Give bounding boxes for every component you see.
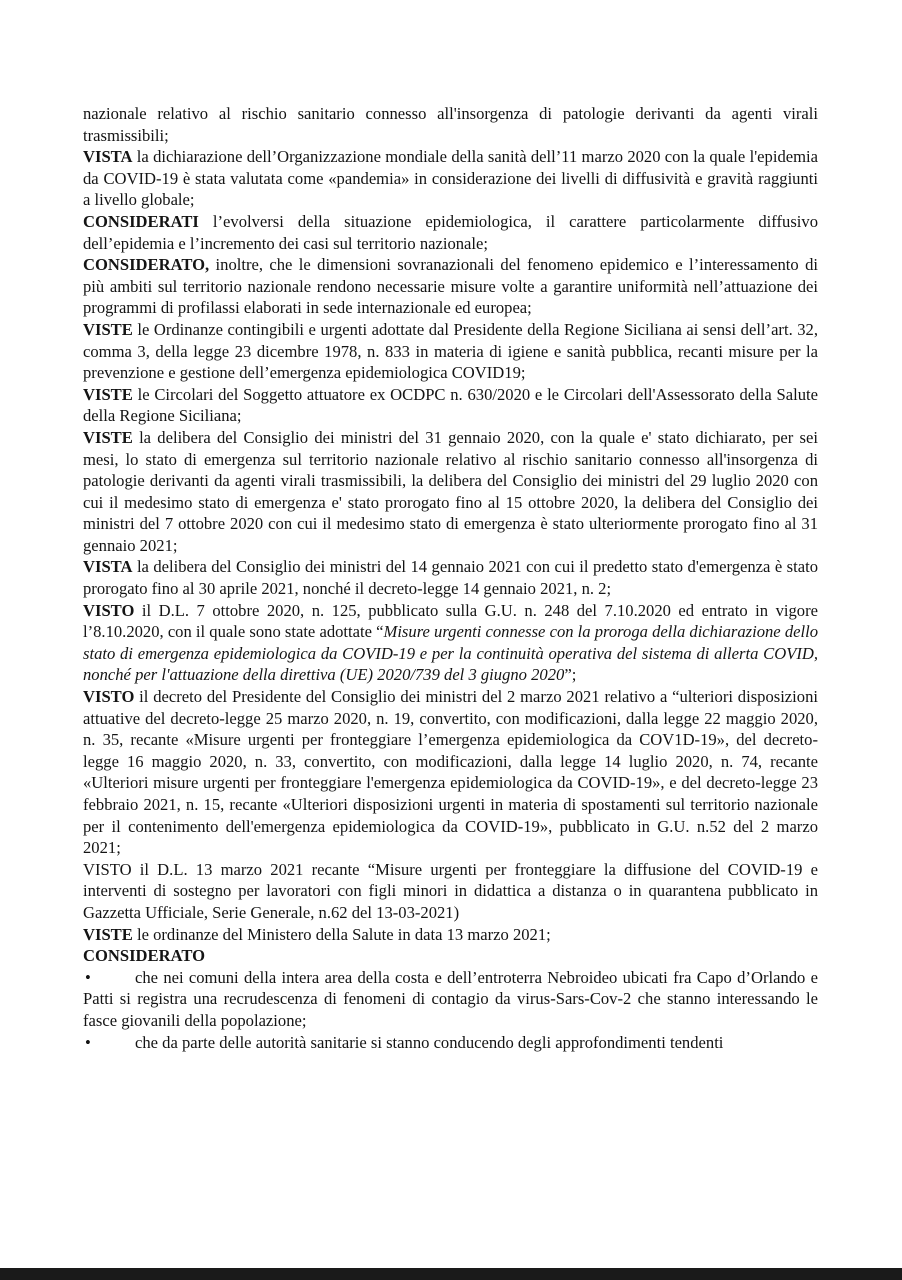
italic-quote: Misure urgenti connesse con la proroga della dichiarazione dello stato di emergenza epidemiologica da COVID-19 e per la continuità operativa del sistema di allerta COVID, nonché per l'attuazione della direttiva (UE) 2020/739 del 3 giugno 2020 xyxy=(83,622,818,685)
bold-keyword: VISTE xyxy=(83,427,133,447)
paragraph xyxy=(83,254,818,319)
paragraph-text: l’evolversi della situazione epidemiologica, il carattere particolarmente diffusivo dell’epidemia e l’incremento dei casi sul territorio nazionale; xyxy=(83,211,818,253)
bullet-text: che da parte delle autorità sanitarie si stanno conducendo degli approfondimenti tendenti xyxy=(135,1032,724,1052)
paragraph-text: il D.L. 7 ottobre 2020, n. 125, pubblicato sulla G.U. n. 248 del 7.10.2020 ed entrato in vigore l’8.10.2020, con il quale sono state adottate “ xyxy=(83,600,818,642)
bold-keyword: VISTE xyxy=(83,924,133,944)
paragraph xyxy=(83,859,818,924)
paragraph-text: le ordinanze del Ministero della Salute in data 13 marzo 2021; xyxy=(132,924,551,944)
bullet-icon: • xyxy=(85,967,91,987)
bold-keyword: VISTE xyxy=(83,319,133,339)
bullet-item xyxy=(83,967,818,1032)
paragraph-text: le Ordinanze contingibili e urgenti adottate dal Presidente della Regione Siciliana ai sensi dell’art. 32, comma 3, della legge 23 dicembre 1978, n. 833 in materia di igiene e sanità pubblica, recanti misure per la prevenzione e gestione dell’emergenza epidemiologica COVID19; xyxy=(83,319,818,383)
paragraph xyxy=(83,924,818,946)
paragraph xyxy=(83,556,818,599)
bold-keyword: VISTA xyxy=(83,557,133,577)
bold-keyword: VISTO xyxy=(83,600,135,620)
paragraph-text: nazionale relativo al rischio sanitario connesso all'insorgenza di patologie derivanti da agenti virali trasmissibili; xyxy=(83,104,818,145)
section-heading: CONSIDERATO xyxy=(83,946,206,966)
bold-keyword: VISTE xyxy=(83,384,133,404)
paragraph-text: la delibera del Consiglio dei ministri del 14 gennaio 2021 con cui il predetto stato d'emergenza è stato prorogato fino al 30 aprile 2021, nonché il decreto-legge 14 gennaio 2021, n. 2; xyxy=(83,557,818,599)
paragraph-text: la delibera del Consiglio dei ministri del 31 gennaio 2020, con la quale e' stato dichiarato, per sei mesi, lo stato di emergenza sul territorio nazionale relativo al rischio sanitario connesso all'insorgenza di patologie derivanti da agenti virali trasmissibili, la delibera del Consiglio dei ministri del 29 luglio 2020 con cui il medesimo stato di emergenza e' stato prorogato fino al 15 ottobre 2020, la delibera del Consiglio dei ministri del 7 ottobre 2020 con cui il medesimo stato di emergenza è stato ulteriormente prorogato fino al 31 gennaio 2021; xyxy=(83,427,818,555)
bold-keyword: CONSIDERATI xyxy=(83,211,199,231)
paragraph-text: ”; xyxy=(564,665,577,685)
bullet-icon: • xyxy=(85,1032,91,1052)
paragraph xyxy=(83,600,818,686)
bold-keyword: CONSIDERATO, xyxy=(83,255,210,275)
paragraph xyxy=(83,427,818,557)
paragraph xyxy=(83,384,818,427)
paragraph xyxy=(83,146,818,211)
bullet-list xyxy=(83,967,818,1053)
paragraph-text: VISTO il D.L. 13 marzo 2021 recante “Misure urgenti per fronteggiare la diffusione del COVID-19 e interventi di sostegno per lavoratori con figli minori in didattica a distanza o in quarantena pubblicato in Gazzetta Ufficiale, Serie Generale, n.62 del 13-03-2021) xyxy=(83,859,818,922)
bullet-item xyxy=(83,1032,818,1054)
paragraph-text: inoltre, che le dimensioni sovranazionali del fenomeno epidemico e l’interessamento di più ambiti sul territorio nazionale rendono necessarie misure volte a garantire uniformità nell’attuazione dei programmi di profilassi elaborati in sede internazionale ed europea; xyxy=(83,255,818,318)
bold-keyword: VISTO xyxy=(83,687,135,707)
paragraph-text: le Circolari del Soggetto attuatore ex OCDPC n. 630/2020 e le Circolari dell'Assessorato della Salute della Regione Siciliana; xyxy=(83,384,818,426)
paragraph xyxy=(83,103,818,146)
paragraph-text: il decreto del Presidente del Consiglio dei ministri del 2 marzo 2021 relativo a “ulteriori disposizioni attuative del decreto-legge 25 marzo 2020, n. 19, convertito, con modificazioni, dalla legge 22 maggio 2020, n. 35, recante «Misure urgenti per fronteggiare l’emergenza epidemiologica da COV1D-19», del decreto-legge 16 maggio 2020, n. 33, convertito, con modificazioni, dalla legge 14 luglio 2020, n. 74, recante «Ulteriori misure urgenti per fronteggiare l'emergenza epidemiologica da COVID-19», e del decreto-legge 23 febbraio 2021, n. 15, recante «Ulteriori disposizioni urgenti in materia di spostamenti sul territorio nazionale per il contenimento dell'emergenza epidemiologica da COVID-19», pubblicato in G.U. n.52 del 2 marzo 2021; xyxy=(83,687,818,858)
bullet-text: che nei comuni della intera area della costa e dell’entroterra Nebroideo ubicati fra Capo d’Orlando e Patti si registra una recrudescenza di fenomeni di contagio da virus-Sars-Cov-2 che stanno interessando le fasce giovanili della popolazione; xyxy=(83,967,818,1030)
paragraph-text: la dichiarazione dell’Organizzazione mondiale della sanità dell’11 marzo 2020 con la quale l'epidemia da COVID-19 è stata valutata come «pandemia» in considerazione dei livelli di diffusività e gravità raggiunti a livello globale; xyxy=(83,147,818,210)
bold-keyword: VISTA xyxy=(83,147,133,167)
paragraph-list xyxy=(83,103,818,945)
page-bottom-edge xyxy=(0,1268,902,1280)
document-body xyxy=(83,103,818,1053)
paragraph xyxy=(83,211,818,254)
paragraph xyxy=(83,686,818,859)
paragraph xyxy=(83,319,818,384)
